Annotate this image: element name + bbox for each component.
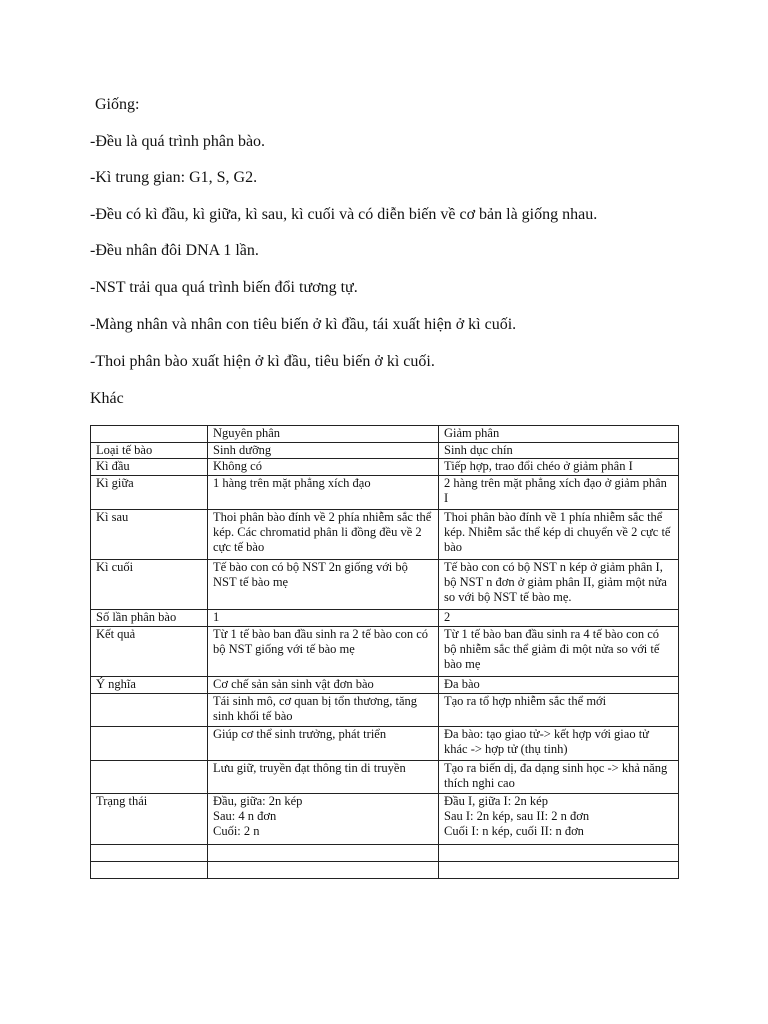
- row-label-cell: Ý nghĩa: [91, 677, 208, 694]
- meiosis-cell: Tế bào con có bộ NST n kép ở giảm phân I, bộ NST n đơn ở giảm phân II, giảm một nửa so với bộ NST tế bào mẹ.: [439, 560, 679, 610]
- similarity-item: -Màng nhân và nhân con tiêu biến ở kì đầu, tái xuất hiện ở kì cuối.: [90, 316, 517, 333]
- mitosis-cell: Không có: [208, 459, 439, 476]
- similarity-item: -Thoi phân bào xuất hiện ở kì đầu, tiêu biến ở kì cuối.: [90, 353, 435, 370]
- mitosis-cell: Tái sinh mô, cơ quan bị tổn thương, tăng sinh khối tế bào: [208, 694, 439, 727]
- row-label-cell: Kì đầu: [91, 459, 208, 476]
- meiosis-cell: 2: [439, 610, 679, 627]
- similarity-item: -NST trải qua quá trình biến đổi tương tự.: [90, 279, 358, 296]
- table-header-cell: Nguyên phân: [208, 426, 439, 443]
- table-row: [91, 610, 679, 627]
- meiosis-cell: Tạo ra biến dị, đa dạng sinh học -> khả năng thích nghi cao: [439, 761, 679, 794]
- mitosis-cell: Sinh dưỡng: [208, 443, 439, 459]
- row-label-cell: Trạng thái: [91, 794, 208, 845]
- table-row: [91, 443, 679, 459]
- mitosis-cell: Cơ chế sản sản sinh vật đơn bào: [208, 677, 439, 694]
- row-label-cell: Kì sau: [91, 510, 208, 560]
- mitosis-cell: [208, 862, 439, 879]
- table-row: [91, 627, 679, 677]
- table-header-row: [91, 426, 679, 443]
- similarity-item: -Đều là quá trình phân bào.: [90, 133, 266, 150]
- differences-heading: Khác: [90, 390, 124, 407]
- meiosis-cell: Đầu I, giữa I: 2n kép Sau I: 2n kép, sau II: 2 n đơn Cuối I: n kép, cuối II: n đơn: [439, 794, 679, 845]
- mitosis-cell: [208, 845, 439, 862]
- meiosis-cell: Tiếp hợp, trao đổi chéo ở giảm phân I: [439, 459, 679, 476]
- row-label-cell: Kết quả: [91, 627, 208, 677]
- row-label-cell: [91, 862, 208, 879]
- mitosis-cell: Đầu, giữa: 2n kép Sau: 4 n đơn Cuối: 2 n: [208, 794, 439, 845]
- row-label-cell: [91, 845, 208, 862]
- similarity-item: -Đều nhân đôi DNA 1 lần.: [90, 242, 259, 259]
- row-label-cell: Kì giữa: [91, 476, 208, 510]
- table-row: [91, 794, 679, 845]
- comparison-table: [90, 425, 679, 879]
- table-header-cell: Giảm phân: [439, 426, 679, 443]
- similarities-heading: Giống:: [95, 96, 140, 113]
- meiosis-cell: Từ 1 tế bào ban đầu sinh ra 4 tế bào con có bộ nhiễm sắc thể giảm đi một nửa so với tế bào mẹ: [439, 627, 679, 677]
- row-label-cell: Loại tế bào: [91, 443, 208, 459]
- row-label-cell: Số lần phân bào: [91, 610, 208, 627]
- table-row: [91, 476, 679, 510]
- row-label-cell: Kì cuối: [91, 560, 208, 610]
- meiosis-cell: Sinh dục chín: [439, 443, 679, 459]
- mitosis-cell: Thoi phân bào đính về 2 phía nhiễm sắc thể kép. Các chromatid phân li đồng đều về 2 cực tế bào: [208, 510, 439, 560]
- meiosis-cell: [439, 862, 679, 879]
- table-row: [91, 727, 679, 761]
- table-row: [91, 560, 679, 610]
- mitosis-cell: Từ 1 tế bào ban đầu sinh ra 2 tế bào con có bộ NST giống với tế bào mẹ: [208, 627, 439, 677]
- table-header-cell: [91, 426, 208, 443]
- table-row: [91, 459, 679, 476]
- meiosis-cell: Thoi phân bào đính về 1 phía nhiễm sắc thể kép. Nhiễm sắc thể kép di chuyển về 2 cực tế bào: [439, 510, 679, 560]
- table-row: [91, 694, 679, 727]
- meiosis-cell: Tạo ra tổ hợp nhiễm sắc thể mới: [439, 694, 679, 727]
- table-row: [91, 761, 679, 794]
- row-label-cell: [91, 727, 208, 761]
- mitosis-cell: Tế bào con có bộ NST 2n giống với bộ NST tế bào mẹ: [208, 560, 439, 610]
- table-row: [91, 677, 679, 694]
- table-row: [91, 510, 679, 560]
- table-row: [91, 845, 679, 862]
- similarity-item: -Kì trung gian: G1, S, G2.: [90, 169, 258, 186]
- similarity-item: -Đều có kì đầu, kì giữa, kì sau, kì cuối và có diễn biến về cơ bản là giống nhau.: [90, 206, 598, 223]
- meiosis-cell: Đa bào: tạo giao tử-> kết hợp với giao tử khác -> hợp tử (thụ tinh): [439, 727, 679, 761]
- row-label-cell: [91, 761, 208, 794]
- meiosis-cell: 2 hàng trên mặt phẳng xích đạo ở giảm phân I: [439, 476, 679, 510]
- mitosis-cell: Giúp cơ thể sinh trưởng, phát triển: [208, 727, 439, 761]
- mitosis-cell: 1: [208, 610, 439, 627]
- row-label-cell: [91, 694, 208, 727]
- meiosis-cell: Đa bào: [439, 677, 679, 694]
- meiosis-cell: [439, 845, 679, 862]
- mitosis-cell: Lưu giữ, truyền đạt thông tin di truyền: [208, 761, 439, 794]
- mitosis-cell: 1 hàng trên mặt phẳng xích đạo: [208, 476, 439, 510]
- table-row: [91, 862, 679, 879]
